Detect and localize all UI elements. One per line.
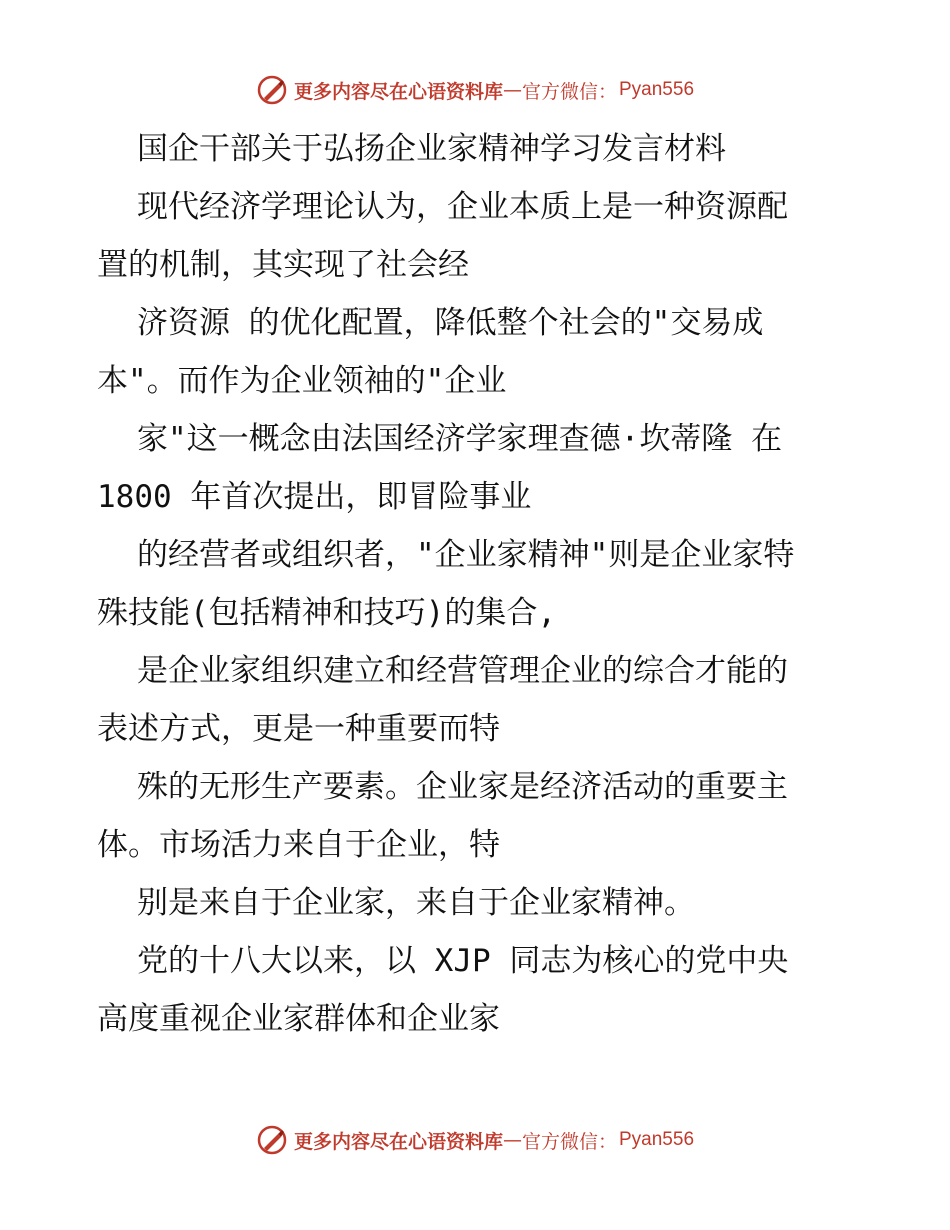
paragraph-line: 体。市场活力来自于企业，特 — [97, 827, 500, 863]
paragraph-line: 家"这一概念由法国经济学家理查德·坎蒂隆 在 — [137, 421, 782, 457]
pen-logo-icon — [256, 74, 288, 106]
paragraph-line: 置的机制，其实现了社会经 — [97, 247, 469, 283]
banner-dash: — — [502, 79, 522, 101]
banner-main-text: 更多内容尽在心语资料库 — [293, 1130, 503, 1153]
banner-wechat-id: Pyan556 — [619, 79, 695, 100]
header-banner — [0, 70, 950, 110]
banner-main-text: 更多内容尽在心语资料库 — [293, 80, 503, 103]
paragraph-line: 的经营者或组织者，"企业家精神"则是企业家特 — [137, 537, 795, 573]
footer-banner — [0, 1120, 950, 1160]
banner-wechat-id: Pyan556 — [619, 1129, 695, 1150]
paragraph-line: 别是来自于企业家，来自于企业家精神。 — [137, 885, 695, 921]
paragraph-line: 1800 年首次提出，即冒险事业 — [97, 479, 532, 515]
paragraph-line: 表述方式，更是一种重要而特 — [97, 711, 500, 747]
paragraph-line: 党的十八大以来，以 XJP 同志为核心的党中央 — [137, 943, 789, 979]
paragraph-line: 殊的无形生产要素。企业家是经济活动的重要主 — [137, 769, 788, 805]
banner-dash: — — [502, 1129, 522, 1151]
paragraph-line: 殊技能(包括精神和技巧)的集合, — [97, 595, 556, 631]
paragraph-line: 济资源 的优化配置，降低整个社会的"交易成 — [137, 305, 764, 341]
paragraph-line: 是企业家组织建立和经营管理企业的综合才能的 — [137, 653, 788, 689]
banner-official-label: 官方微信： — [521, 1130, 617, 1153]
paragraph-line: 本"。而作为企业领袖的"企业 — [97, 363, 507, 399]
paragraph-line: 现代经济学理论认为，企业本质上是一种资源配 — [137, 189, 788, 225]
document-body — [97, 120, 857, 1048]
pen-logo-icon — [256, 1124, 288, 1156]
paragraph-line: 高度重视企业家群体和企业家 — [97, 1001, 500, 1037]
document-title: 国企干部关于弘扬企业家精神学习发言材料 — [137, 131, 726, 167]
banner-official-label: 官方微信： — [521, 80, 617, 103]
